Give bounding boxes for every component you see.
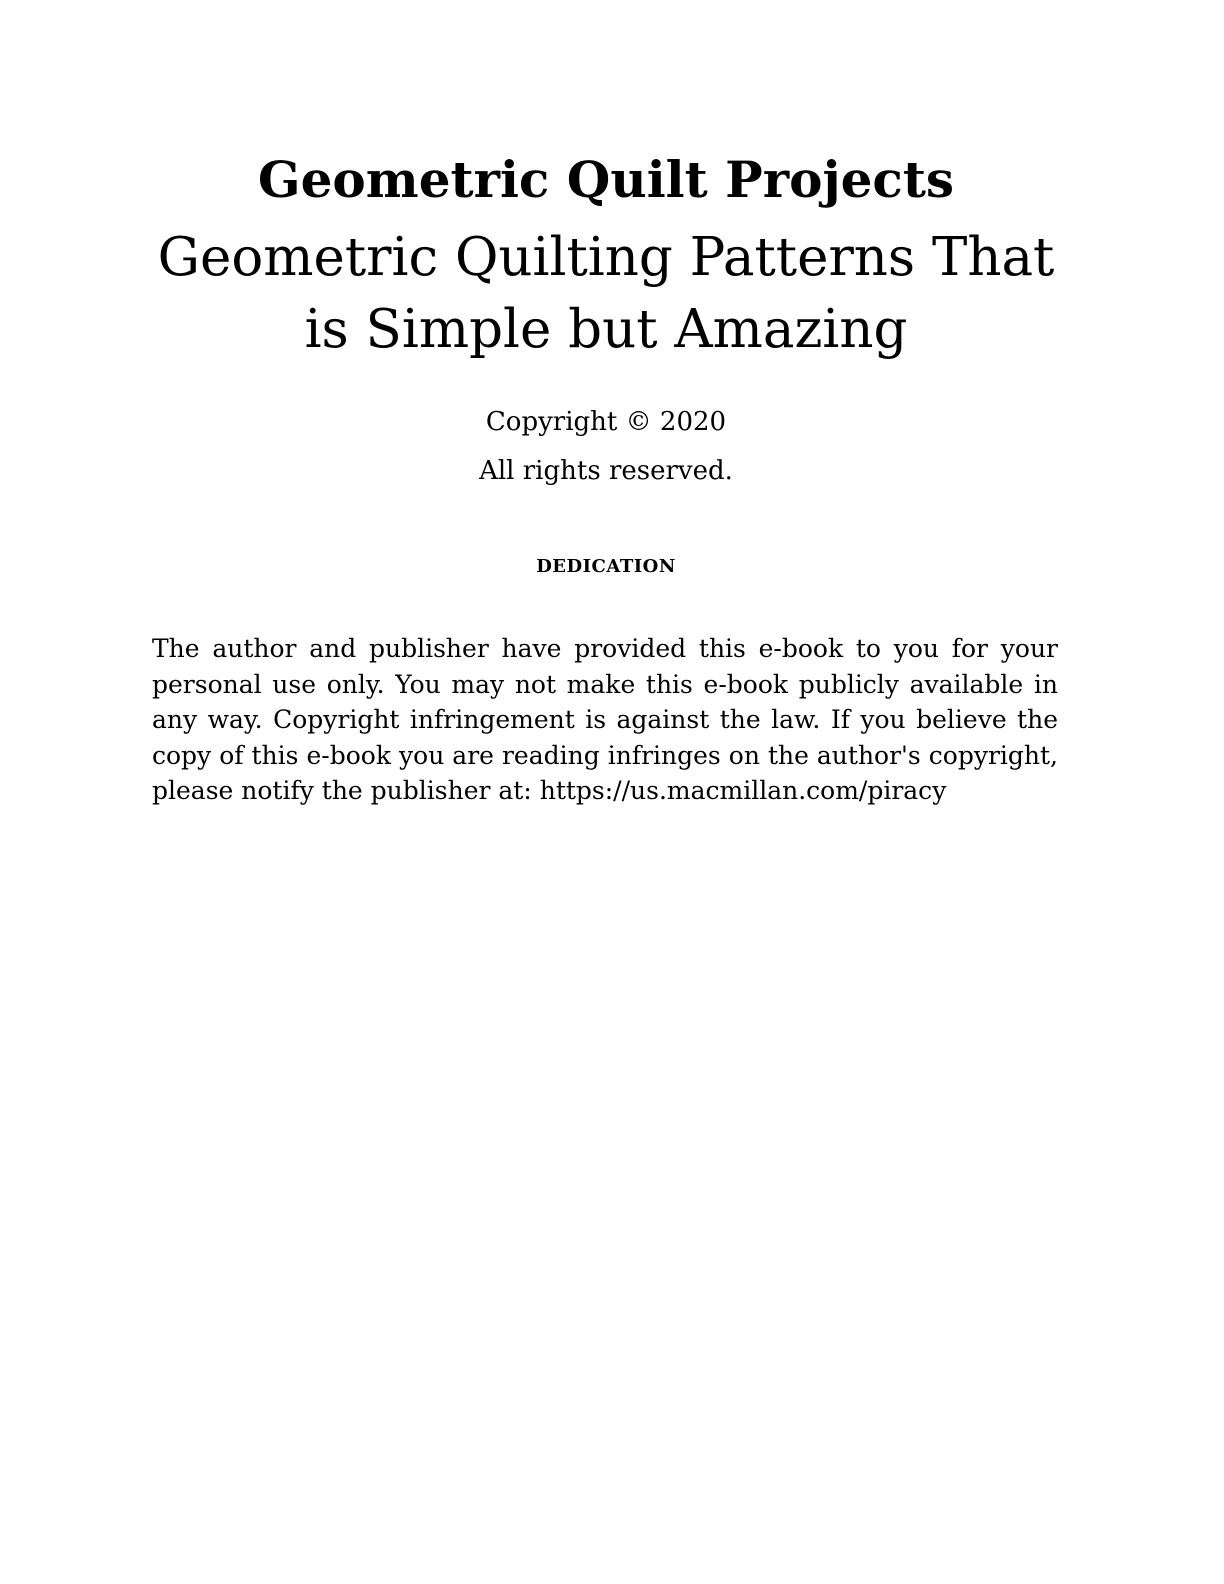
book-subtitle: Geometric Quilting Patterns That is Simple but Amazing (157, 227, 1055, 360)
book-title: Geometric Quilt Projects (257, 150, 955, 209)
dedication-heading: DEDICATION (536, 556, 676, 577)
copyright-line: Copyright © 2020 (485, 407, 727, 437)
rights-reserved-line: All rights reserved. (479, 456, 733, 486)
copyright-notice-paragraph: The author and publisher have provided this e-book to you for your personal use only. You may not make this e-book publicly available in any way. Copyright infringement is against the law. If you believe the copy of this e-book you are reading infringes on the author's copyright, please notify the publisher at: https://us.macmillan.com/piracy (152, 634, 1058, 805)
